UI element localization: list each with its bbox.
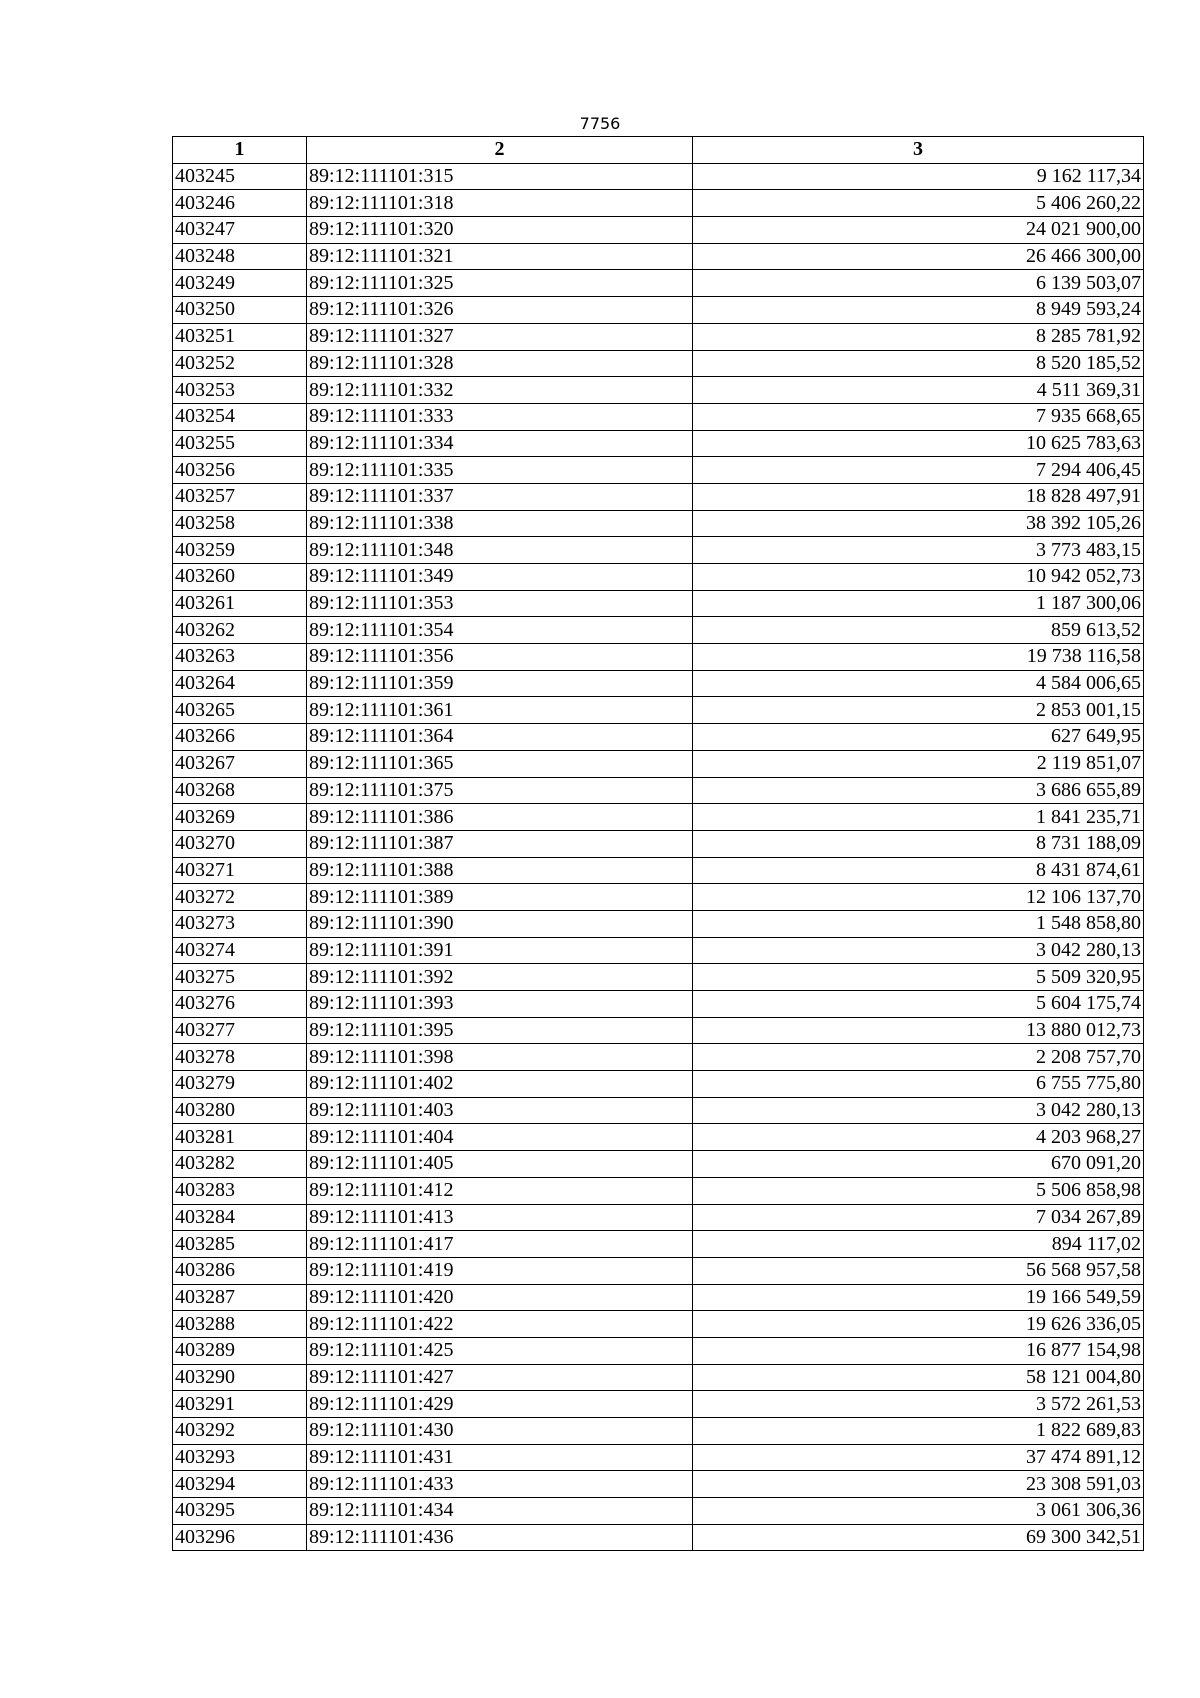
cadastral-number-cell: 89:12:111101:427	[307, 1364, 693, 1391]
table-row	[173, 964, 1144, 991]
table-row	[173, 750, 1144, 777]
table-row	[173, 724, 1144, 751]
table-row	[173, 804, 1144, 831]
record-number-cell: 403271	[173, 857, 307, 884]
value-cell: 10 942 052,73	[693, 564, 1144, 591]
table-row	[173, 1498, 1144, 1525]
cadastral-number-cell: 89:12:111101:338	[307, 510, 693, 537]
value-cell: 38 392 105,26	[693, 510, 1144, 537]
record-number-cell: 403280	[173, 1097, 307, 1124]
value-cell: 10 625 783,63	[693, 430, 1144, 457]
value-cell: 18 828 497,91	[693, 483, 1144, 510]
table-row	[173, 1524, 1144, 1551]
record-number-cell: 403249	[173, 270, 307, 297]
record-number-cell: 403250	[173, 297, 307, 324]
record-number-cell: 403248	[173, 243, 307, 270]
value-cell: 1 187 300,06	[693, 590, 1144, 617]
cadastral-number-cell: 89:12:111101:392	[307, 964, 693, 991]
value-cell: 3 773 483,15	[693, 537, 1144, 564]
value-cell: 58 121 004,80	[693, 1364, 1144, 1391]
value-cell: 1 841 235,71	[693, 804, 1144, 831]
record-number-cell: 403256	[173, 457, 307, 484]
table-row	[173, 297, 1144, 324]
record-number-cell: 403288	[173, 1311, 307, 1338]
record-number-cell: 403284	[173, 1204, 307, 1231]
record-number-cell: 403264	[173, 670, 307, 697]
table-row	[173, 350, 1144, 377]
table-row	[173, 1044, 1144, 1071]
cadastral-number-cell: 89:12:111101:402	[307, 1071, 693, 1098]
value-cell: 4 511 369,31	[693, 377, 1144, 404]
table-row	[173, 1418, 1144, 1445]
cadastral-number-cell: 89:12:111101:398	[307, 1044, 693, 1071]
record-number-cell: 403268	[173, 777, 307, 804]
cadastral-number-cell: 89:12:111101:405	[307, 1151, 693, 1178]
table-row	[173, 243, 1144, 270]
cadastral-number-cell: 89:12:111101:359	[307, 670, 693, 697]
cadastral-number-cell: 89:12:111101:375	[307, 777, 693, 804]
value-cell: 26 466 300,00	[693, 243, 1144, 270]
table-row	[173, 457, 1144, 484]
value-cell: 37 474 891,12	[693, 1444, 1144, 1471]
cadastral-number-cell: 89:12:111101:328	[307, 350, 693, 377]
table-row	[173, 217, 1144, 244]
record-number-cell: 403285	[173, 1231, 307, 1258]
table-row	[173, 1391, 1144, 1418]
cadastral-number-cell: 89:12:111101:391	[307, 937, 693, 964]
record-number-cell: 403265	[173, 697, 307, 724]
table-row	[173, 617, 1144, 644]
record-number-cell: 403253	[173, 377, 307, 404]
table-row	[173, 991, 1144, 1018]
table-row	[173, 1017, 1144, 1044]
cadastral-number-cell: 89:12:111101:420	[307, 1284, 693, 1311]
column-header-3: 3	[693, 137, 1144, 164]
value-cell: 8 949 593,24	[693, 297, 1144, 324]
record-number-cell: 403272	[173, 884, 307, 911]
value-cell: 23 308 591,03	[693, 1471, 1144, 1498]
record-number-cell: 403263	[173, 644, 307, 671]
column-header-2: 2	[307, 137, 693, 164]
value-cell: 3 686 655,89	[693, 777, 1144, 804]
table-body	[173, 163, 1144, 1551]
cadastral-number-cell: 89:12:111101:430	[307, 1418, 693, 1445]
value-cell: 1 548 858,80	[693, 910, 1144, 937]
cadastral-number-cell: 89:12:111101:403	[307, 1097, 693, 1124]
table-row	[173, 1257, 1144, 1284]
cadastral-number-cell: 89:12:111101:395	[307, 1017, 693, 1044]
cadastral-number-cell: 89:12:111101:327	[307, 323, 693, 350]
table-row	[173, 590, 1144, 617]
table-row	[173, 190, 1144, 217]
table-row	[173, 644, 1144, 671]
cadastral-number-cell: 89:12:111101:333	[307, 403, 693, 430]
record-number-cell: 403295	[173, 1498, 307, 1525]
value-cell: 670 091,20	[693, 1151, 1144, 1178]
value-cell: 8 520 185,52	[693, 350, 1144, 377]
table-row	[173, 1204, 1144, 1231]
record-number-cell: 403281	[173, 1124, 307, 1151]
record-number-cell: 403270	[173, 830, 307, 857]
value-cell: 3 042 280,13	[693, 937, 1144, 964]
cadastral-number-cell: 89:12:111101:390	[307, 910, 693, 937]
value-cell: 4 584 006,65	[693, 670, 1144, 697]
table-row	[173, 857, 1144, 884]
value-cell: 3 061 306,36	[693, 1498, 1144, 1525]
record-number-cell: 403258	[173, 510, 307, 537]
table-row	[173, 777, 1144, 804]
table-row	[173, 1071, 1144, 1098]
value-cell: 7 294 406,45	[693, 457, 1144, 484]
record-number-cell: 403290	[173, 1364, 307, 1391]
cadastral-number-cell: 89:12:111101:332	[307, 377, 693, 404]
cadastral-number-cell: 89:12:111101:337	[307, 483, 693, 510]
record-number-cell: 403274	[173, 937, 307, 964]
value-cell: 859 613,52	[693, 617, 1144, 644]
cadastral-number-cell: 89:12:111101:315	[307, 163, 693, 190]
record-number-cell: 403276	[173, 991, 307, 1018]
value-cell: 69 300 342,51	[693, 1524, 1144, 1551]
value-cell: 4 203 968,27	[693, 1124, 1144, 1151]
record-number-cell: 403279	[173, 1071, 307, 1098]
record-number-cell: 403283	[173, 1177, 307, 1204]
value-cell: 5 506 858,98	[693, 1177, 1144, 1204]
cadastral-number-cell: 89:12:111101:356	[307, 644, 693, 671]
value-cell: 8 285 781,92	[693, 323, 1144, 350]
value-cell: 13 880 012,73	[693, 1017, 1144, 1044]
value-cell: 24 021 900,00	[693, 217, 1144, 244]
record-number-cell: 403267	[173, 750, 307, 777]
value-cell: 2 119 851,07	[693, 750, 1144, 777]
record-number-cell: 403259	[173, 537, 307, 564]
value-cell: 5 406 260,22	[693, 190, 1144, 217]
value-cell: 6 139 503,07	[693, 270, 1144, 297]
cadastral-number-cell: 89:12:111101:434	[307, 1498, 693, 1525]
table-row	[173, 1097, 1144, 1124]
cadastral-number-cell: 89:12:111101:364	[307, 724, 693, 751]
cadastral-number-cell: 89:12:111101:431	[307, 1444, 693, 1471]
record-number-cell: 403291	[173, 1391, 307, 1418]
value-cell: 3 042 280,13	[693, 1097, 1144, 1124]
column-header-1: 1	[173, 137, 307, 164]
record-number-cell: 403251	[173, 323, 307, 350]
record-number-cell: 403247	[173, 217, 307, 244]
cadastral-number-cell: 89:12:111101:349	[307, 564, 693, 591]
value-cell: 1 822 689,83	[693, 1418, 1144, 1445]
value-cell: 8 431 874,61	[693, 857, 1144, 884]
record-number-cell: 403255	[173, 430, 307, 457]
table-row	[173, 1364, 1144, 1391]
table-row	[173, 1337, 1144, 1364]
table-row	[173, 377, 1144, 404]
page-number: 7756	[579, 114, 621, 133]
record-number-cell: 403278	[173, 1044, 307, 1071]
table-row	[173, 430, 1144, 457]
cadastral-number-cell: 89:12:111101:419	[307, 1257, 693, 1284]
table-row	[173, 670, 1144, 697]
table-row	[173, 1311, 1144, 1338]
cadastral-number-cell: 89:12:111101:348	[307, 537, 693, 564]
table-row	[173, 937, 1144, 964]
record-number-cell: 403292	[173, 1418, 307, 1445]
value-cell: 6 755 775,80	[693, 1071, 1144, 1098]
record-number-cell: 403287	[173, 1284, 307, 1311]
cadastral-number-cell: 89:12:111101:422	[307, 1311, 693, 1338]
table-row	[173, 163, 1144, 190]
table-row	[173, 697, 1144, 724]
record-number-cell: 403282	[173, 1151, 307, 1178]
table-row	[173, 1124, 1144, 1151]
value-cell: 8 731 188,09	[693, 830, 1144, 857]
table-row	[173, 270, 1144, 297]
record-number-cell: 403254	[173, 403, 307, 430]
record-number-cell: 403260	[173, 564, 307, 591]
cadastral-number-cell: 89:12:111101:404	[307, 1124, 693, 1151]
cadastral-number-cell: 89:12:111101:353	[307, 590, 693, 617]
record-number-cell: 403252	[173, 350, 307, 377]
record-number-cell: 403262	[173, 617, 307, 644]
cadastral-number-cell: 89:12:111101:361	[307, 697, 693, 724]
cadastral-number-cell: 89:12:111101:335	[307, 457, 693, 484]
value-cell: 894 117,02	[693, 1231, 1144, 1258]
table-row	[173, 323, 1144, 350]
record-number-cell: 403269	[173, 804, 307, 831]
value-cell: 56 568 957,58	[693, 1257, 1144, 1284]
record-number-cell: 403275	[173, 964, 307, 991]
value-cell: 9 162 117,34	[693, 163, 1144, 190]
table-row	[173, 537, 1144, 564]
cadastral-number-cell: 89:12:111101:433	[307, 1471, 693, 1498]
table-row	[173, 564, 1144, 591]
table-row	[173, 1177, 1144, 1204]
record-number-cell: 403286	[173, 1257, 307, 1284]
cadastral-number-cell: 89:12:111101:386	[307, 804, 693, 831]
value-cell: 5 509 320,95	[693, 964, 1144, 991]
table-row	[173, 1444, 1144, 1471]
cadastral-number-cell: 89:12:111101:417	[307, 1231, 693, 1258]
value-cell: 2 208 757,70	[693, 1044, 1144, 1071]
record-number-cell: 403277	[173, 1017, 307, 1044]
cadastral-number-cell: 89:12:111101:326	[307, 297, 693, 324]
table-row	[173, 1284, 1144, 1311]
cadastral-number-cell: 89:12:111101:334	[307, 430, 693, 457]
value-cell: 3 572 261,53	[693, 1391, 1144, 1418]
value-cell: 7 935 668,65	[693, 403, 1144, 430]
cadastral-number-cell: 89:12:111101:320	[307, 217, 693, 244]
cadastral-number-cell: 89:12:111101:387	[307, 830, 693, 857]
table-row	[173, 510, 1144, 537]
registry-table	[172, 136, 1144, 1551]
table-row	[173, 1151, 1144, 1178]
cadastral-number-cell: 89:12:111101:425	[307, 1337, 693, 1364]
table-row	[173, 403, 1144, 430]
value-cell: 12 106 137,70	[693, 884, 1144, 911]
record-number-cell: 403246	[173, 190, 307, 217]
value-cell: 627 649,95	[693, 724, 1144, 751]
record-number-cell: 403293	[173, 1444, 307, 1471]
record-number-cell: 403273	[173, 910, 307, 937]
record-number-cell: 403257	[173, 483, 307, 510]
value-cell: 19 626 336,05	[693, 1311, 1144, 1338]
table-header-row	[173, 137, 1144, 164]
table-row	[173, 830, 1144, 857]
cadastral-number-cell: 89:12:111101:413	[307, 1204, 693, 1231]
cadastral-number-cell: 89:12:111101:318	[307, 190, 693, 217]
value-cell: 5 604 175,74	[693, 991, 1144, 1018]
record-number-cell: 403261	[173, 590, 307, 617]
cadastral-number-cell: 89:12:111101:354	[307, 617, 693, 644]
cadastral-number-cell: 89:12:111101:412	[307, 1177, 693, 1204]
cadastral-number-cell: 89:12:111101:365	[307, 750, 693, 777]
cadastral-number-cell: 89:12:111101:393	[307, 991, 693, 1018]
table-row	[173, 1471, 1144, 1498]
cadastral-number-cell: 89:12:111101:436	[307, 1524, 693, 1551]
cadastral-number-cell: 89:12:111101:325	[307, 270, 693, 297]
record-number-cell: 403294	[173, 1471, 307, 1498]
value-cell: 2 853 001,15	[693, 697, 1144, 724]
cadastral-number-cell: 89:12:111101:321	[307, 243, 693, 270]
table-row	[173, 884, 1144, 911]
record-number-cell: 403296	[173, 1524, 307, 1551]
value-cell: 19 738 116,58	[693, 644, 1144, 671]
cadastral-number-cell: 89:12:111101:429	[307, 1391, 693, 1418]
value-cell: 7 034 267,89	[693, 1204, 1144, 1231]
record-number-cell: 403266	[173, 724, 307, 751]
cadastral-number-cell: 89:12:111101:388	[307, 857, 693, 884]
table-row	[173, 910, 1144, 937]
value-cell: 16 877 154,98	[693, 1337, 1144, 1364]
table-row	[173, 483, 1144, 510]
table-row	[173, 1231, 1144, 1258]
record-number-cell: 403245	[173, 163, 307, 190]
cadastral-number-cell: 89:12:111101:389	[307, 884, 693, 911]
record-number-cell: 403289	[173, 1337, 307, 1364]
value-cell: 19 166 549,59	[693, 1284, 1144, 1311]
